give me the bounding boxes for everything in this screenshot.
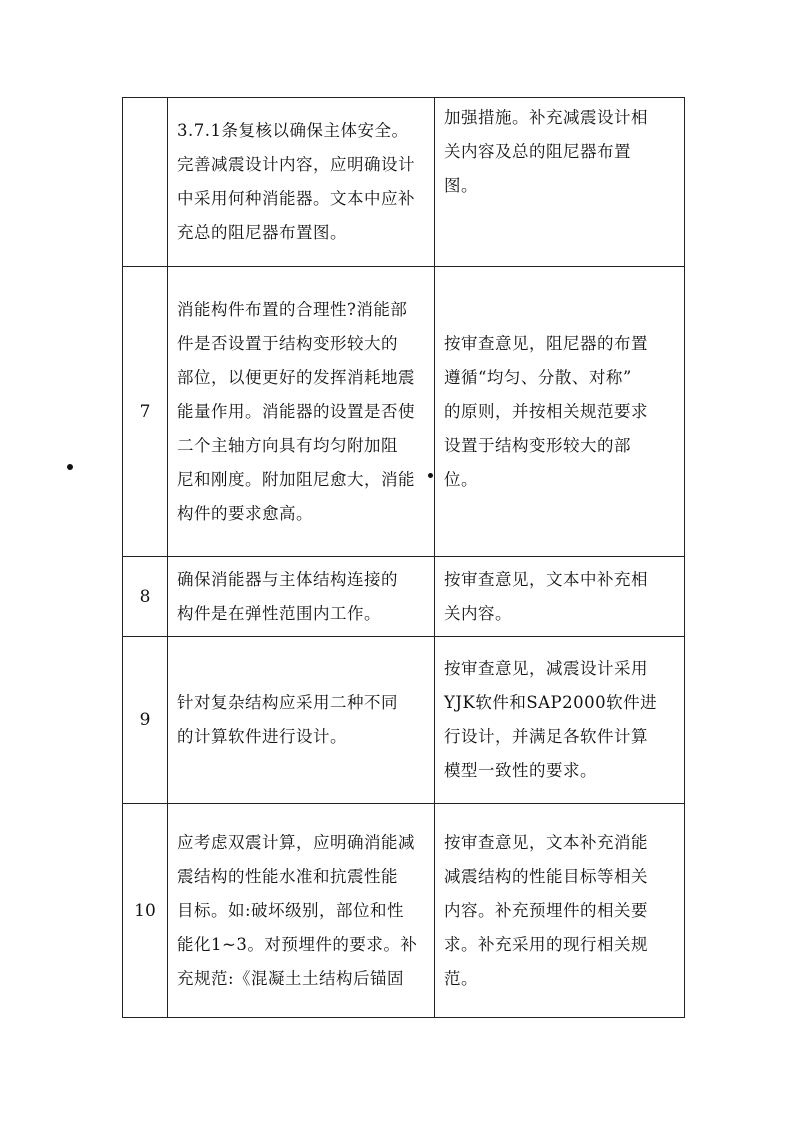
table-row: [123, 557, 685, 637]
reply-cell: [435, 267, 685, 557]
issue-text: 3.7.1条复核以确保主体安全。 完善减震设计内容，应明确设计 中采用何种消能器。文本中应补 充总的阻尼器布置图。: [177, 121, 415, 242]
scan-speck: [428, 473, 433, 478]
row-number: 7: [123, 267, 168, 557]
issue-text: 消能构件布置的合理性?消能部 件是否设置于结构变形较大的 部位，以便更好的发挥消耗地震 能量作用。消能器的设置是否使 二个主轴方向具有均匀附加阻 尼和刚度。附加阻尼愈大，消能 构件的要求愈高。: [177, 299, 415, 523]
issue-cell: [168, 804, 435, 1018]
reply-text: 按审查意见，文本中补充相 关内容。: [444, 569, 648, 623]
issue-text: 针对复杂结构应采用二种不同 的计算软件进行设计。: [177, 693, 398, 746]
table-row: [123, 98, 685, 267]
issue-text: 应考虑双震计算，应明确消能减 震结构的性能水准和抗震性能 目标。如:破坏级别，部位和性 能化1~3。对预埋件的要求。补 充规范:《混凝土土结构后锚固: [177, 832, 418, 988]
issue-cell: [168, 267, 435, 557]
reply-cell: [435, 557, 685, 637]
review-table: [122, 97, 685, 1018]
table-row: [123, 804, 685, 1018]
reply-text: 按审查意见，减震设计采用 YJK软件和SAP2000软件进 行设计，并满足各软件计算 模型一致性的要求。: [444, 659, 658, 780]
reply-text: 加强措施。补充减震设计相 关内容及总的阻尼器布置 图。: [444, 108, 648, 195]
table-row: [123, 267, 685, 557]
reply-text: 按审查意见，文本补充消能 减震结构的性能目标等相关 内容。补充预埋件的相关要 求。补充采用的现行相关规 范。: [444, 832, 648, 988]
row-number: 9: [123, 637, 168, 804]
issue-cell: [168, 557, 435, 637]
reply-cell: [435, 98, 685, 267]
reply-cell: [435, 804, 685, 1018]
scan-speck: [67, 464, 73, 470]
reply-text: 按审查意见，阻尼器的布置 遵循“均匀、分散、对称” 的原则，并按相关规范要求 设置于结构变形较大的部 位。: [444, 333, 648, 489]
table-row: [123, 637, 685, 804]
issue-cell: [168, 98, 435, 267]
row-number: [123, 98, 168, 267]
reply-cell: [435, 637, 685, 804]
row-number: 8: [123, 557, 168, 637]
issue-text: 确保消能器与主体结构连接的 构件是在弹性范围内工作。: [177, 569, 398, 623]
issue-cell: [168, 637, 435, 804]
row-number: 10: [123, 804, 168, 1018]
